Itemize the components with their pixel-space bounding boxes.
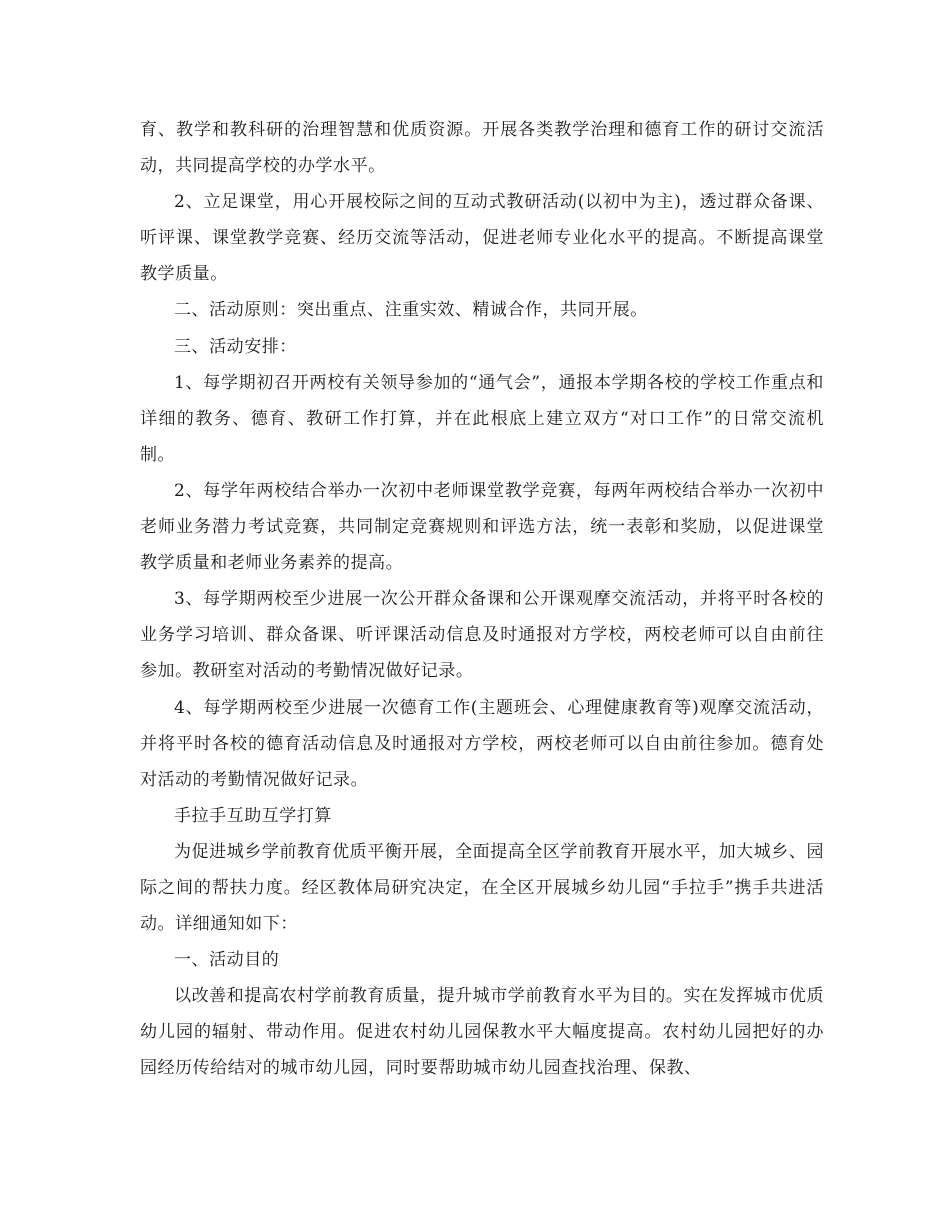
paragraph-10: 一、活动目的 bbox=[174, 950, 280, 971]
section-heading: 手拉手互助互学打算 bbox=[174, 805, 332, 826]
paragraph-8: 4、每学期两校至少进展一次德育工作(主题班会、心理健康教育等)观摩交流活动，并将平时各校的德育活动信息及时通报对方学校，两校老师可以自由前往参加。德育处对活动的考勤情况做好记录。 bbox=[140, 697, 824, 790]
paragraph-4: 三、活动安排： bbox=[174, 336, 297, 357]
paragraph-3: 二、活动原则：突出重点、注重实效、精诚合作，共同开展。 bbox=[174, 300, 648, 321]
paragraph-1: 育、教学和教科研的治理智慧和优质资源。开展各类教学治理和德育工作的研讨交流活动，共同提高学校的办学水平。 bbox=[140, 120, 824, 177]
paragraph-5: 1、每学期初召开两校有关领导参加的“通气会”，通报本学期各校的学校工作重点和详细的教务、德育、教研工作打算，并在此根底上建立双方“对口工作”的日常交流机制。 bbox=[140, 372, 824, 465]
paragraph-2: 2、立足课堂，用心开展校际之间的互动式教研活动(以初中为主)，透过群众备课、听评课、课堂教学竞赛、经历交流等活动，促进老师专业化水平的提高。不断提高课堂教学质量。 bbox=[140, 192, 824, 285]
paragraph-9: 为促进城乡学前教育优质平衡开展，全面提高全区学前教育开展水平，加大城乡、园际之间的帮扶力度。经区教体局研究决定，在全区开展城乡幼儿园“手拉手”携手共进活动。详细通知如下： bbox=[140, 841, 824, 935]
document-body bbox=[140, 112, 824, 1087]
paragraph-11: 以改善和提高农村学前教育质量，提升城市学前教育水平为目的。实在发挥城市优质幼儿园的辐射、带动作用。促进农村幼儿园保教水平大幅度提高。农村幼儿园把好的办园经历传给结对的城市幼儿园，同时要帮助城市幼儿园查找治理、保教、 bbox=[140, 986, 824, 1079]
paragraph-7: 3、每学期两校至少进展一次公开群众备课和公开课观摩交流活动，并将平时各校的业务学习培训、群众备课、听评课活动信息及时通报对方学校，两校老师可以自由前往参加。教研室对活动的考勤情况做好记录。 bbox=[140, 589, 824, 682]
paragraph-6: 2、每学年两校结合举办一次初中老师课堂教学竞赛，每两年两校结合举办一次初中老师业务潜力考试竞赛，共同制定竞赛规则和评选方法，统一表彰和奖励，以促进课堂教学质量和老师业务素养的提高。 bbox=[140, 480, 824, 574]
